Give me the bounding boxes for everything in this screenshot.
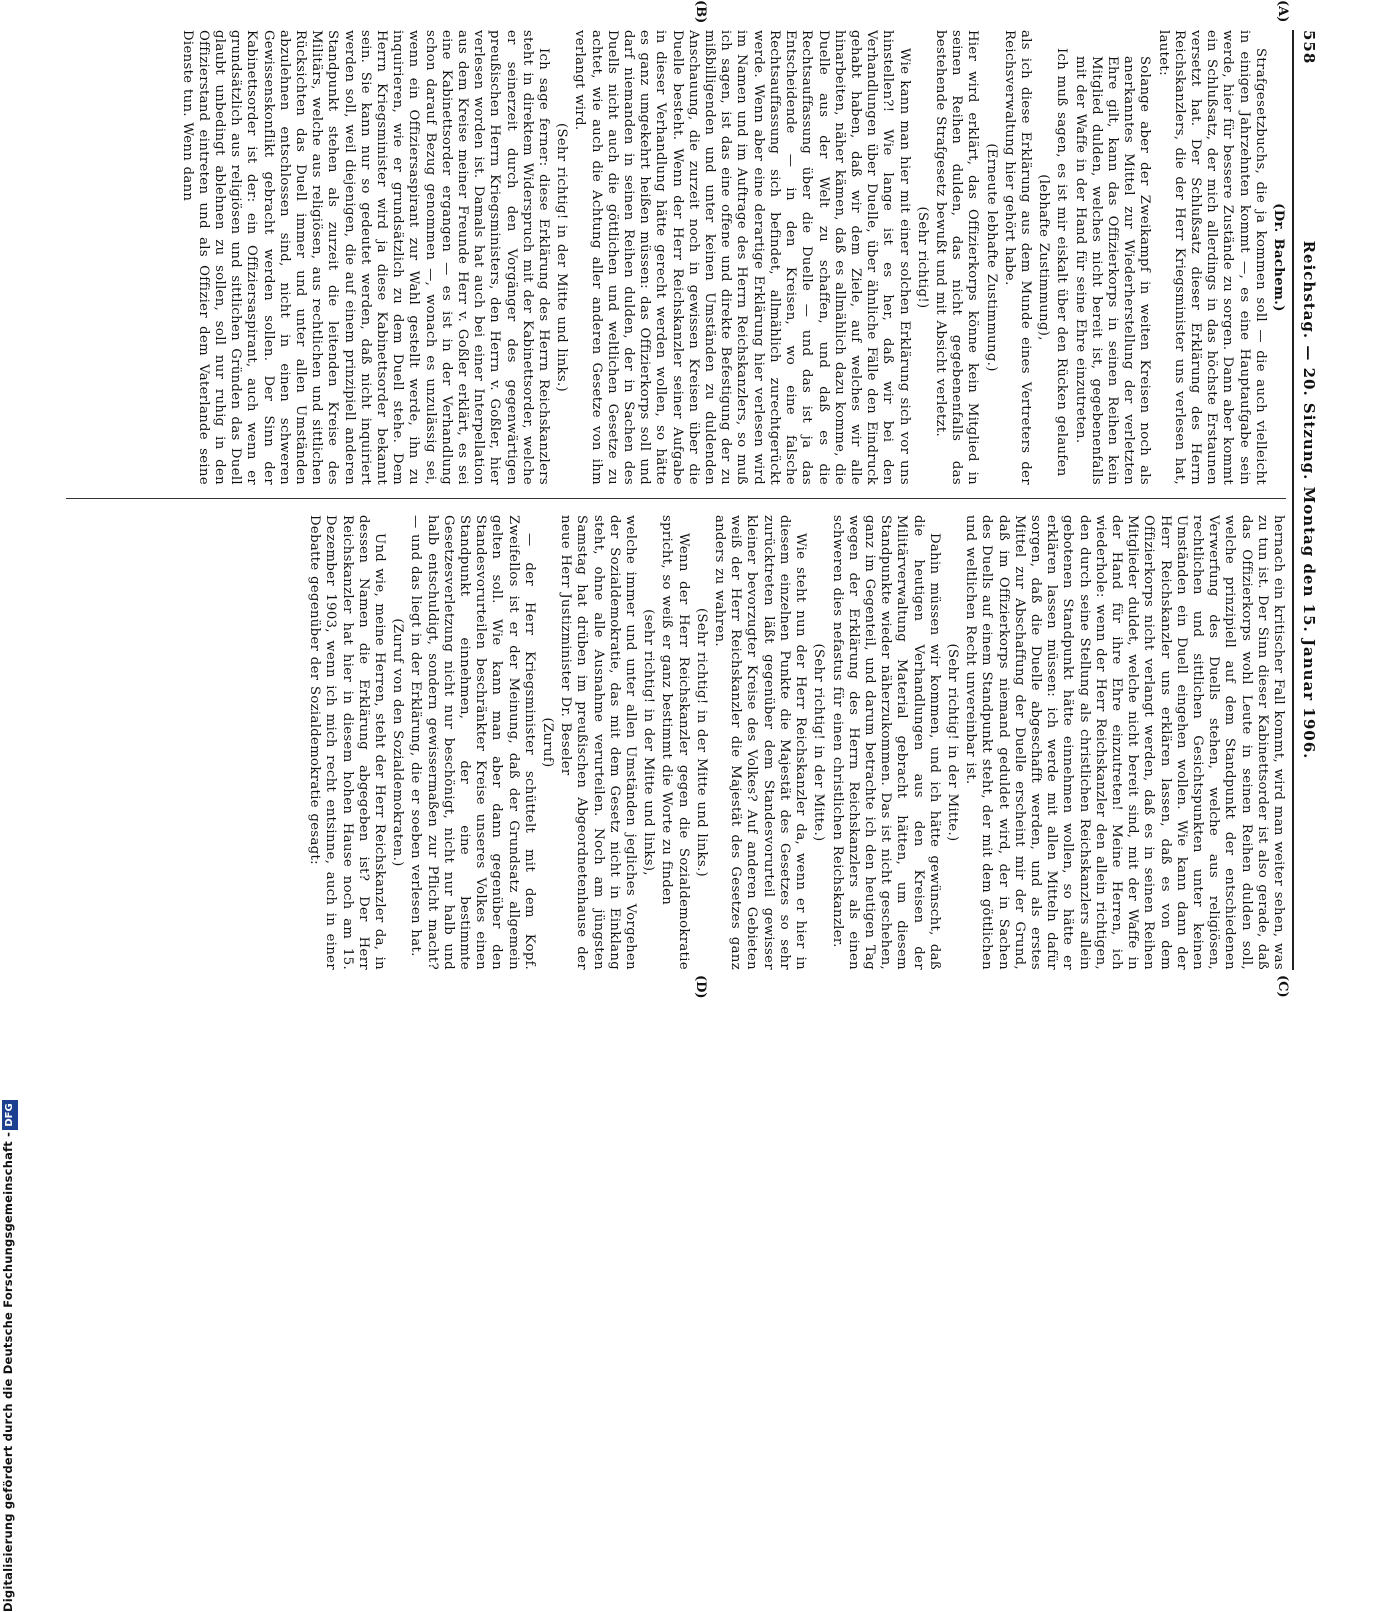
page-number: 558 [1300, 30, 1318, 65]
quoted-passage: Solange aber der Zweikampf in weiten Kreisen noch als anerkanntes Mittel zur Wiederherstellung der verletzten Ehre gilt, kann das Offizierkorps in seinen Reihen kein Mitglied dulden, welches nicht bereit ist, gegebenenfalls mit der Waffe in der Hand für seine Ehre einzutreten. [1072, 56, 1153, 485]
margin-mark-c: (C) [1275, 975, 1290, 998]
interjection: (sehr richtig! in der Mitte und links), [641, 609, 657, 876]
footer-credit: Digitalisierung gefördert durch die Deutsche Forschungsgemeinschaft - [1, 1131, 15, 1612]
paragraph: Und wie, meine Herren, steht der Herr Reichskanzler da, in dessen Namen die Erklärung abgegeben ist? Der Herr Reichskanzler hat hier in diesem hohen Hause noch am 15. Dezember 1903, wenn ich mich recht entsinne, auch in einer Debatte gegenüber der Sozialdemokratie gesagt: [307, 515, 388, 970]
rotated-page [58, 0, 1318, 999]
paragraph: — der Herr Kriegsminister schüttelt mit dem Kopf. Zweifellos ist er der Meinung, daß der Grundsatz allgemein gelten soll. Wie kann man aber dann gegenüber den Standesvorurteilen beschränkter Kreise unseres Volkes einen Standpunkt einnehmen, der eine bestimmte Gesetzesverletzung nicht nur beschönigt, nicht nur halb und halb entschuldigt, sondern gewissermaßen zur Pflicht macht? — und das liegt in der Erklärung, die er soeben verlesen hat. [408, 515, 537, 970]
speaker-label: (Dr. Bachem.) [1271, 203, 1286, 312]
paragraph: Wenn der Herr Reichskanzler gegen die Sozialdemokratie spricht, so weiß er ganz bestimmt die Worte zu finden [659, 515, 691, 970]
page-header [1296, 30, 1318, 970]
header-rule [1293, 30, 1295, 970]
interjection: (Sehr richtig!) [914, 206, 930, 309]
margin-mark-d: (D) [693, 975, 708, 999]
margin-mark-b: (B) [693, 0, 708, 24]
paragraph: als ich diese Erklärung aus dem Munde eines Vertreters der Reichsverwaltung hier gehört habe. [1001, 30, 1033, 485]
interjection: (Sehr richtig! in der Mitte.) [811, 643, 827, 842]
interjection: (Erneute lebhafte Zustimmung.) [983, 143, 999, 372]
interjection: (Sehr richtig! in der Mitte und links.) [554, 122, 570, 393]
paragraph: hernach ein kritischer Fall kommt, wird man weiter sehen, was zu tun ist. Der Sinn dieser Kabinettsorder ist also gerade, daß das Offizierkorps wohl Leute in seinen Reihen dulden soll, welche prinzipiell auf dem Standpunkt der entschiedenen Verwerfung des Duells stehen, welche aus religiösen, rechtlichen und sittlichen Gesichtspunkten unter keinen Umständen ein Duell eingehen wollen. Wie kann dann der Herr Reichskanzler uns erklären lassen, daß es von dem Offizierkorps nicht verlangt werden, daß es in seinen Reihen Mitglieder duldet, welche nicht bereit sind, mit der Waffe in der Hand für ihre Ehre einzutreten! Meine Herren, ich wiederhole: wenn der Herr Reichskanzler den allein richtigen, den durch seine Stellung als christlichen Reichskanzlers allein gebotenen Standpunkt hätte einnehmen wollen, so hätte er erklären lassen müssen: ich werde mit allen Mitteln dafür sorgen, daß die Duelle abgeschafft werden, und als erstes Mittel zur Abschaffung der Duelle erscheint mir der Grund, daß im Offizierkorps niemand geduldet wird, der in Sachen des Duells auf einem Standpunkt steht, der mit dem göttlichen und weltlichen Recht unvereinbar ist. [963, 515, 1286, 970]
margin-mark-a: (A) [1275, 0, 1290, 23]
paragraph: Wie steht nun der Herr Reichskanzler da, wenn er hier in diesem einzelnen Punkte die Majestät des Gesetzes so sehr zurücktreten läßt gegenüber dem Standesvorurteil gewisser kleiner bevorzugter Kreise des Volkes? Auf anderen Gebieten weiß der Herr Reichskanzler die Majestät des Gesetzes ganz anders zu wahren. [712, 515, 809, 970]
paragraph: welche immer und unter allen Umständen jegliches Vorgehen der Sozialdemokratie, das mit dem Gesetz nicht in Einklang steht, ohne alle Ausnahme verurteilen. Noch am jüngsten Samstag hat drüben im preußischen Abgeordnetenhause der neue Herr Justizminister Dr. Beseler [558, 515, 639, 970]
paragraph: Strafgesetzbuchs, die ja kommen soll — die auch vielleicht in einigen Jahrzehnten kommt —, es eine Hauptaufgabe sein werde, hier für bessere Zustände zu sorgen. Dann aber kommt ein Schlußsatz, der mich allerdings in das höchste Erstaunen versetzt hat. Der Schlußsatz dieser Erklärung des Herrn Reichskanzlers, die der Herr Kriegsminister uns verlesen hat, lautet: [1155, 30, 1268, 485]
right-column [61, 515, 1286, 970]
interjection: (Zuruf) [540, 717, 556, 768]
interjection: (Sehr richtig! in der Mitte.) [944, 643, 960, 842]
left-column [61, 30, 1286, 485]
paragraph: Wie kann man hier mit einer solchen Erklärung sich vor uns hinstellen?! Wie lange ist es her, daß wir bei den Verhandlungen über Duelle, über ähnliche Fälle den Eindruck gehabt haben, daß wir dem Ziele, auf welches wir alle hinarbeiten, näher kämen, daß es allmählich dazu komme, die Duelle aus der Welt zu schaffen, und daß es die Rechtsauffassung über die Duelle — und das ist ja das Entscheidende — in den Kreisen, wo eine falsche Rechtsauffassung sich befindet, allmählich zurechtgerückt werde. Wenn aber eine derartige Erklärung hier verlesen wird im Namen und im Auftrage des Herrn Reichskanzlers, so muß ich sagen, ist das eine offene und direkte Befestigung der zu mißbilligenden und unter keinen Umständen zu duldenden Anschauung, die zurzeit noch in gewissen Kreisen über die Duelle besteht. Wenn der Herr Reichskanzler seiner Aufgabe in dieser Verhandlung hätte gerecht werden wollen, so hätte es ganz umgekehrt heißen müssen: das Offizierkorps soll und darf niemanden in seinen Reihen dulden, der in Sachen des Duells nicht auch die göttlichen und weltlichen Gesetze zu achtet, wie auch die Achtung aller anderen Gesetze von ihm verlangt wird. [572, 30, 912, 485]
paragraph: Dahin müssen wir kommen, und ich hätte gewünscht, daß die heutigen Verhandlungen aus den Kreisen der Militärverwaltung Material gebracht hätten, um diesem Standpunkte wieder näherzukommen. Das ist nicht geschehen, ganz im Gegenteil, und darum betrachte ich den heutigen Tag wegen der Erklärung des Herrn Reichskanzlers als einen schweren dies nefastus für einen christlichen Reichskanzler. [829, 515, 942, 970]
running-title: Reichstag. — 20. Sitzung. Montag den 15. Januar 1906. [1300, 240, 1318, 760]
paragraph: Ich sage ferner: diese Erklärung des Herrn Reichskanzlers steht in direktem Widerspruch mit der Kabinettsorder, welche er seinerzeit durch den Vorgänger des gegenwärtigen preußischen Herrn Kriegsministers, den Herrn v. Goßler, hier verlesen worden ist. Damals hat auch bei einer Interpellation aus dem Kreise meiner Freunde Herr v. Goßler erklärt, es sei eine Kabinettsorder ergangen — es ist in der Verhandlung schon darauf Bezug genommen —, wonach es unzulässig sei, wenn ein Offiziersaspirant zur Wahl gestellt werde, ihn zu inquirieren, wie er grundsätzlich zu dem Duell stehe. Dem Herrn Kriegsminister wird ja diese Kabinettsorder bekannt sein. Sie kann nur so gedeutet werden, daß nicht inquiriert werden soll, weil diejenigen, die auf einem prinzipiell anderen Standpunkt stehen als zurzeit die leitenden Kreise des Militärs, welche aus religiösen, aus rechtlichen und sittlichen Rücksichten das Duell immer und unter allen Umständen abzulehnen entschlossen sind, nicht in einen schweren Gewissenskonflikt gebracht werden sollen. Der Sinn der Kabinettsorder ist der: ein Offiziersaspirant, auch wenn er grundsätzlich aus religiösen und sittlichen Gründen das Duell glaubt unbedingt ablehnen zu sollen, soll nur ruhig in den Offizierstand eintreten und als Offizier dem Vaterlande seine Dienste tun. Wenn dann [179, 30, 552, 485]
paragraph: Hier wird erklärt, das Offizierkorps könne kein Mitglied in seinen Reihen dulden, das nicht gegebenenfalls das bestehende Strafgesetz bewußt und mit Absicht verletzt. [932, 30, 981, 485]
digitization-footer [0, 612, 20, 1612]
paragraph: Ich muß sagen, es ist mir eiskalt über den Rücken gelaufen [1054, 48, 1070, 477]
interjection: (Sehr richtig! in der Mitte und links.) [693, 607, 709, 878]
interjection: (lebhafte Zustimmung), [1036, 174, 1052, 341]
column-divider [66, 498, 1286, 499]
dfg-logo: DFG [2, 1100, 18, 1130]
interjection: (Zuruf von den Sozialdemokraten.) [390, 618, 406, 867]
